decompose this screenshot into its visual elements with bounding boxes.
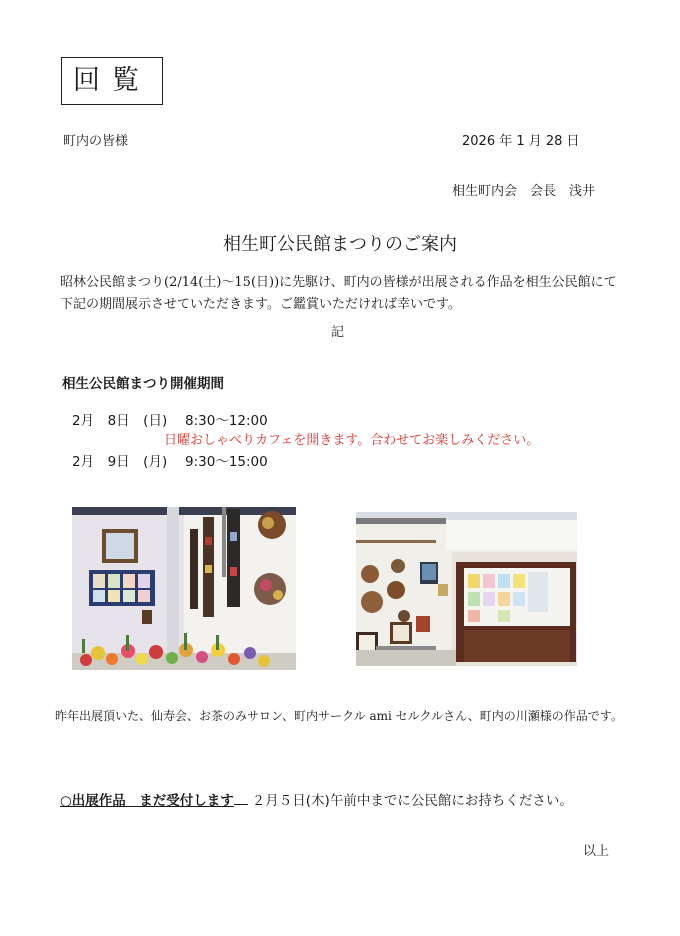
exhibition-photo-left: [72, 507, 296, 670]
page-title: 相生町公民館まつりのご案内: [223, 234, 457, 255]
exhibit-detail: ２月５日(木)午前中までに公民館にお持ちください。: [251, 793, 573, 809]
issue-date: 2026 年 1 月 28 日: [462, 134, 580, 149]
circulate-box: [61, 57, 163, 105]
body-line-2: 下記の期間展示させていただきます。ご鑑賞いただければ幸いです。: [60, 297, 461, 312]
schedule-day-1: 2月 8日 (日) 8:30～12:00: [72, 413, 268, 429]
exhibit-notice: [60, 789, 573, 809]
circulate-label: 回覧: [73, 65, 151, 96]
closing-mark: 以上: [583, 844, 610, 859]
exhibition-photo-right: [356, 512, 577, 666]
sender: 相生町内会 会長 浅井: [452, 184, 596, 199]
photo-caption: 昨年出展頂いた、仙寿会、お茶のみサロン、町内サークル ami セルクルさん、町内の川瀬様の作品です。: [55, 709, 623, 723]
exhibit-label: ○出展作品 まだ受付します: [60, 793, 234, 809]
ki-mark: 記: [331, 325, 345, 340]
schedule-heading: 相生公民館まつり開催期間: [62, 376, 224, 392]
schedule-day-2: 2月 9日 (月) 9:30～15:00: [72, 454, 268, 470]
body-line-1: 昭林公民館まつり(2/14(土)～15(日))に先駆け、町内の皆様が出展される作品を相生公民館にて: [60, 275, 617, 290]
cafe-note: 日曜おしゃべりカフェを開きます。合わせてお楽しみください。: [164, 433, 540, 448]
addressee: 町内の皆様: [63, 134, 129, 149]
